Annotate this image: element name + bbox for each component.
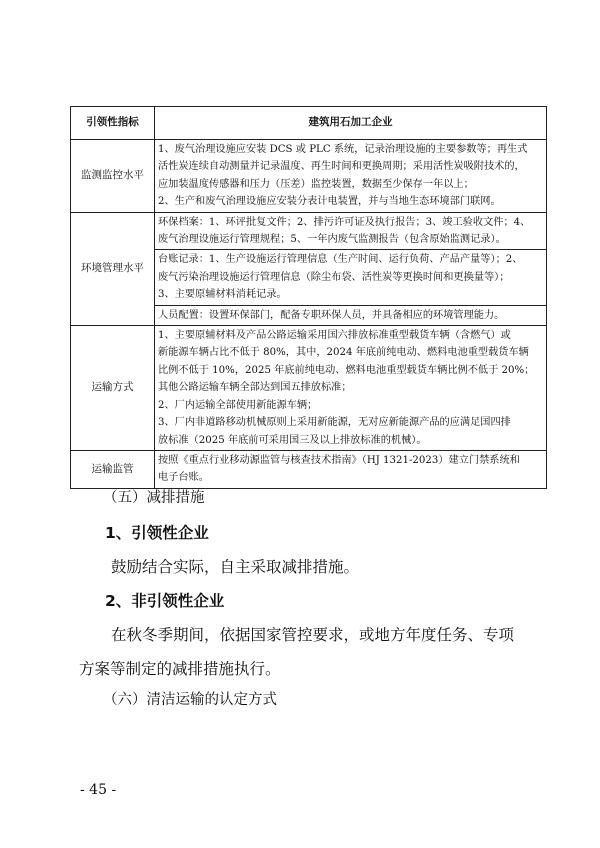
content-line: 活性炭连续自动测量并记录温度、再生时间和更换周期；采用活性炭吸附技术的， [158,161,525,173]
row-content-monitoring [155,140,547,213]
content-line: 新能源车辆占比不低于 80%，其中，2024 年底前纯电动、燃料电池重型载货车辆 [158,347,529,359]
header-enterprise-type: 建筑用石加工企业 [155,107,547,140]
paragraph-non-leading-line-1: 在秋冬季期间，依据国家管控要求，或地方年度任务、专项 [111,626,515,644]
row-label-transport-supervision: 运输监管 [71,450,155,488]
content-line: 放标准（2025 年底前可采用国三及以上排放标准的机械）。 [158,434,427,446]
content-line: 按照《重点行业移动源监管与核查技术指南》（HJ 1321-2023）建立门禁系统和 [158,454,520,466]
content-line: 应加装温度传感器和压力（压差）监控装置，数据至少保存一年以上； [158,178,474,190]
row-content-transport-mode [155,326,547,451]
content-line: 废气治理设施运行管理规程；5、一年内废气监测报告（包含原始监测记录）。 [158,234,506,246]
row-content-ledger [155,250,547,305]
content-line: 其他公路运输车辆全部达到国五排放标准； [158,382,352,394]
content-line: 人员配置：设置环保部门，配备专职环保人员，并具备相应的环境管理能力。 [158,309,505,321]
content-line: 2、生产和废气治理设施应安装分表计电装置，并与当地生态环境部门联网。 [158,196,501,208]
page-number: - 45 - [80,782,117,798]
content-line: 环保档案：1、环评批复文件；2、排污许可证及执行报告；3、竣工验收文件；4、 [158,216,531,228]
header-indicator: 引领性指标 [71,107,155,140]
indicator-table [70,106,547,489]
content-line: 台账记录：1、生产设施运行管理信息（生产时间、运行负荷、产品产量等）；2、 [158,254,523,266]
sub-heading-non-leading-enterprise: 2、非引领性企业 [105,592,225,610]
section-heading-emission-reduction: （五）减排措施 [103,490,205,506]
content-line: 电子台账。 [158,472,209,484]
row-content-transport-supervision [155,450,547,488]
content-line: 1、废气治理设施应安装 DCS 或 PLC 系统，记录治理设施的主要参数等；再生式 [158,144,528,155]
sub-heading-leading-enterprise: 1、引领性企业 [105,524,209,542]
table-row [71,450,547,488]
section-heading-clean-transport: （六）清洁运输的认定方式 [103,692,277,708]
content-line: 废气污染治理设施运行管理信息（除尘布袋、活性炭等更换时间和更换量等）； [158,271,510,283]
table-row [71,212,547,250]
row-label-env-management: 环境管理水平 [71,212,155,325]
row-content-env-archives [155,212,547,250]
table-row [71,140,547,213]
content-line: 1、主要原辅材料及产品公路运输采用国六排放标准重型载货车辆（含燃气）或 [158,330,511,342]
row-label-monitoring: 监测监控水平 [71,140,155,213]
paragraph-non-leading-line-2: 方案等制定的减排措施执行。 [79,660,281,678]
content-line: 比例不低于 10%，2025 年底前纯电动、燃料电池重型载货车辆比例不低于 20%； [158,364,535,376]
row-content-staffing [155,305,547,325]
paragraph-leading-enterprise: 鼓励结合实际，自主采取减排措施。 [111,558,360,576]
table-row [71,326,547,451]
content-line: 2、厂内运输全部使用新能源车辆； [158,399,318,411]
row-label-transport-mode: 运输方式 [71,326,155,451]
content-line: 3、厂内非道路移动机械原则上采用新能源，无对应新能源产品的应满足国四排 [158,417,511,429]
table-header-row [71,107,547,140]
content-line: 3、主要原辅材料消耗记录。 [158,289,287,301]
